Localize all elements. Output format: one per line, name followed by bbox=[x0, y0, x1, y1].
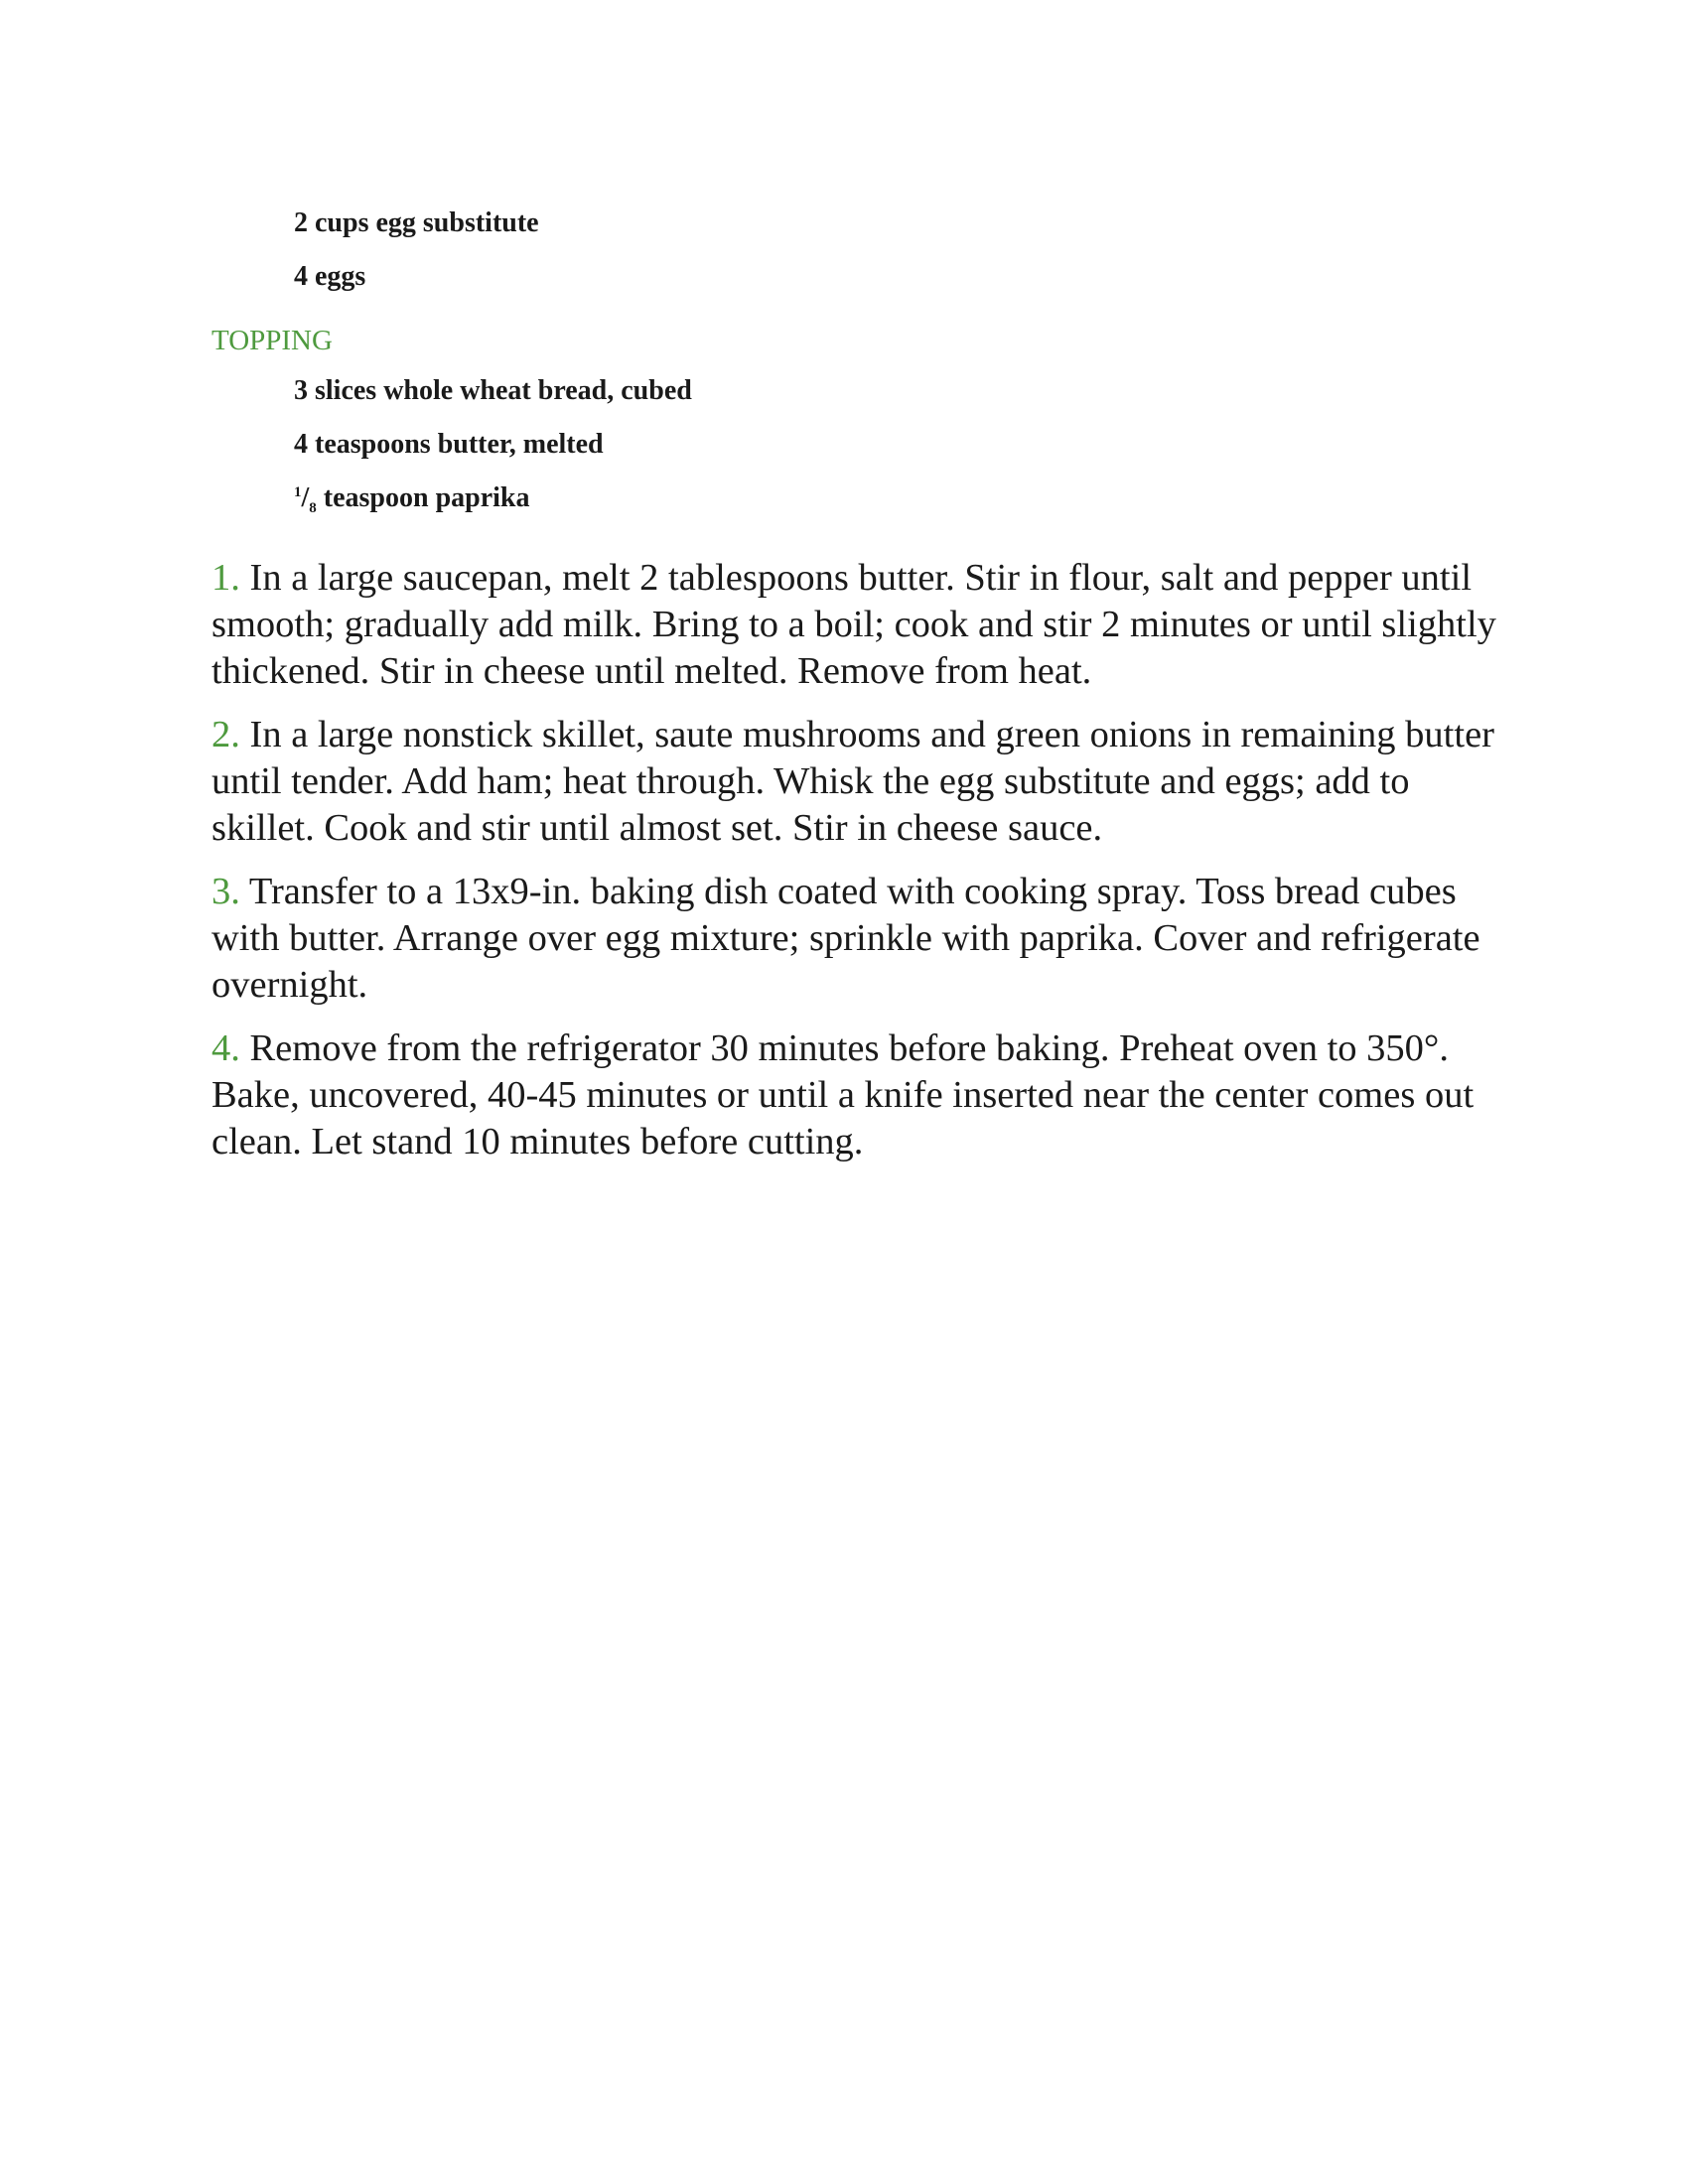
direction-step bbox=[211, 1025, 1502, 1165]
ingredient-item: 4 teaspoons butter, melted bbox=[294, 429, 604, 460]
step-number: 4. bbox=[211, 1027, 240, 1069]
topping-ingredient-list bbox=[294, 374, 692, 535]
direction-step bbox=[211, 869, 1502, 1009]
step-number: 2. bbox=[211, 714, 240, 755]
direction-step bbox=[211, 555, 1502, 695]
direction-step bbox=[211, 712, 1502, 852]
ingredient-item-paprika: $^1/_8$ teaspoon paprika bbox=[294, 482, 530, 516]
step-text: In a large saucepan, melt 2 tablespoons butter. Stir in flour, salt and pepper until smooth; gradually add milk. Bring to a boil; cook and stir 2 minutes or until slightly thickened. Stir in cheese until melted. Remove from heat. bbox=[211, 557, 1496, 692]
step-number: 1. bbox=[211, 557, 240, 599]
topping-heading: TOPPING bbox=[211, 325, 333, 356]
directions-list bbox=[211, 555, 1502, 1182]
step-text: In a large nonstick skillet, saute mushrooms and green onions in remaining butter until tender. Add ham; heat through. Whisk the egg substitute and eggs; add to skillet. Cook and stir until almost set. Stir in cheese sauce. bbox=[211, 714, 1494, 849]
step-text: Remove from the refrigerator 30 minutes before baking. Preheat oven to 350°. Bake, uncovered, 40-45 minutes or until a knife inserted near the center comes out clean. Let stand 10 minutes before cutting. bbox=[211, 1027, 1475, 1162]
step-text: Transfer to a 13x9-in. baking dish coated with cooking spray. Toss bread cubes with butter. Arrange over egg mixture; sprinkle with paprika. Cover and refrigerate overnight. bbox=[211, 871, 1480, 1006]
ingredient-item: 2 cups egg substitute bbox=[294, 207, 539, 238]
ingredient-list bbox=[294, 206, 539, 314]
step-number: 3. bbox=[211, 871, 240, 912]
fraction-denominator: 8 bbox=[309, 500, 317, 516]
ingredient-item: 4 eggs bbox=[294, 261, 366, 292]
ingredient-text: teaspoon paprika bbox=[316, 482, 530, 513]
fraction-numerator: 1 bbox=[294, 484, 302, 500]
ingredient-item: 3 slices whole wheat bread, cubed bbox=[294, 375, 692, 406]
